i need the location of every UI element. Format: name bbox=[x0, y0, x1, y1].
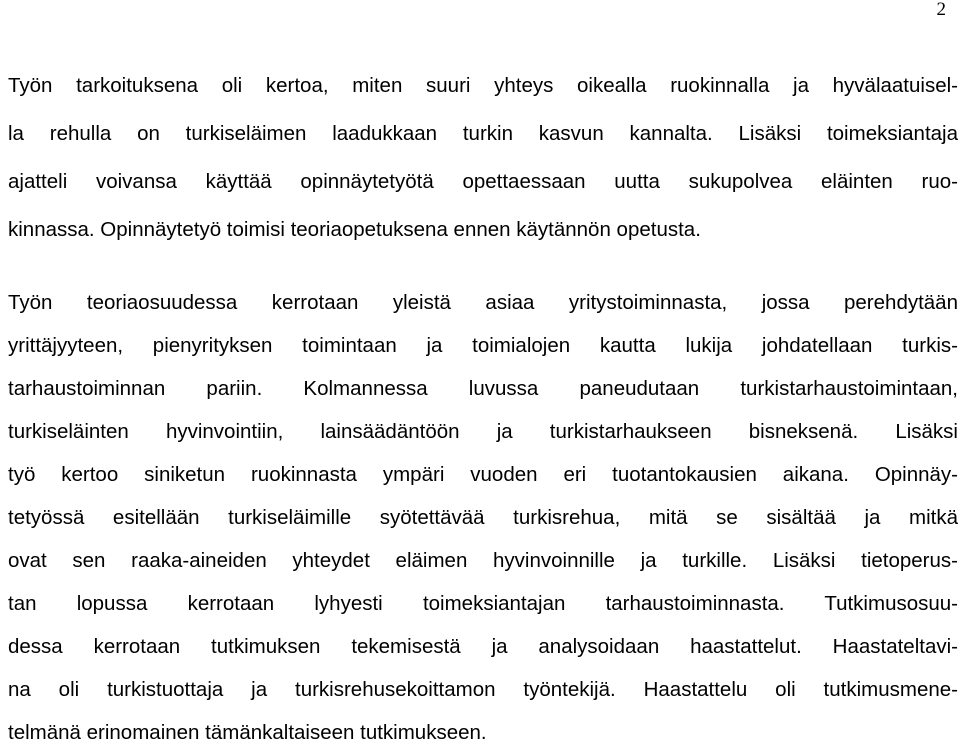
text-line: yrittäjyyteen, pienyrityksen toimintaan ja toimialojen kautta lukija johdatellaan turkis- bbox=[8, 334, 958, 357]
text-line: tetyössä esitellään turkiseläimille syötettävää turkisrehua, mitä se sisältää ja mitkä bbox=[8, 506, 958, 529]
text-line: ovat sen raaka-aineiden yhteydet eläimen hyvinvoinnille ja turkille. Lisäksi tietoperus- bbox=[8, 549, 958, 572]
text-line: na oli turkistuottaja ja turkisrehusekoittamon työntekijä. Haastattelu oli tutkimusmene- bbox=[8, 678, 958, 701]
text-line: työ kertoo siniketun ruokinnasta ympäri vuoden eri tuotantokausien aikana. Opinnäy- bbox=[8, 463, 958, 486]
text-line: telmänä erinomainen tämänkaltaiseen tutkimukseen. bbox=[8, 721, 487, 744]
text-line: kinnassa. Opinnäytetyö toimisi teoriaopetuksena ennen käytännön opetusta. bbox=[8, 218, 701, 241]
text-line: Työn tarkoituksena oli kertoa, miten suuri yhteys oikealla ruokinnalla ja hyvälaatuisel- bbox=[8, 74, 958, 97]
text-line: la rehulla on turkiseläimen laadukkaan turkin kasvun kannalta. Lisäksi toimeksiantaja bbox=[8, 122, 958, 145]
text-line: Työn teoriaosuudessa kerrotaan yleistä asiaa yritystoiminnasta, jossa perehdytään bbox=[8, 291, 958, 314]
paragraph-contents bbox=[8, 281, 958, 754]
paragraph-purpose bbox=[8, 62, 958, 254]
text-line: tarhaustoiminnan pariin. Kolmannessa luvussa paneudutaan turkistarhaustoimintaan, bbox=[8, 377, 958, 400]
text-line: dessa kerrotaan tutkimuksen tekemisestä ja analysoidaan haastattelut. Haastateltavi- bbox=[8, 635, 958, 658]
text-line: tan lopussa kerrotaan lyhyesti toimeksiantajan tarhaustoiminnasta. Tutkimusosuu- bbox=[8, 592, 958, 615]
text-line: turkiseläinten hyvinvointiin, lainsäädäntöön ja turkistarhaukseen bisneksenä. Lisäksi bbox=[8, 420, 958, 443]
page-number: 2 bbox=[936, 0, 946, 20]
text-line: ajatteli voivansa käyttää opinnäytetyötä opettaessaan uutta sukupolvea eläinten ruo- bbox=[8, 170, 958, 193]
